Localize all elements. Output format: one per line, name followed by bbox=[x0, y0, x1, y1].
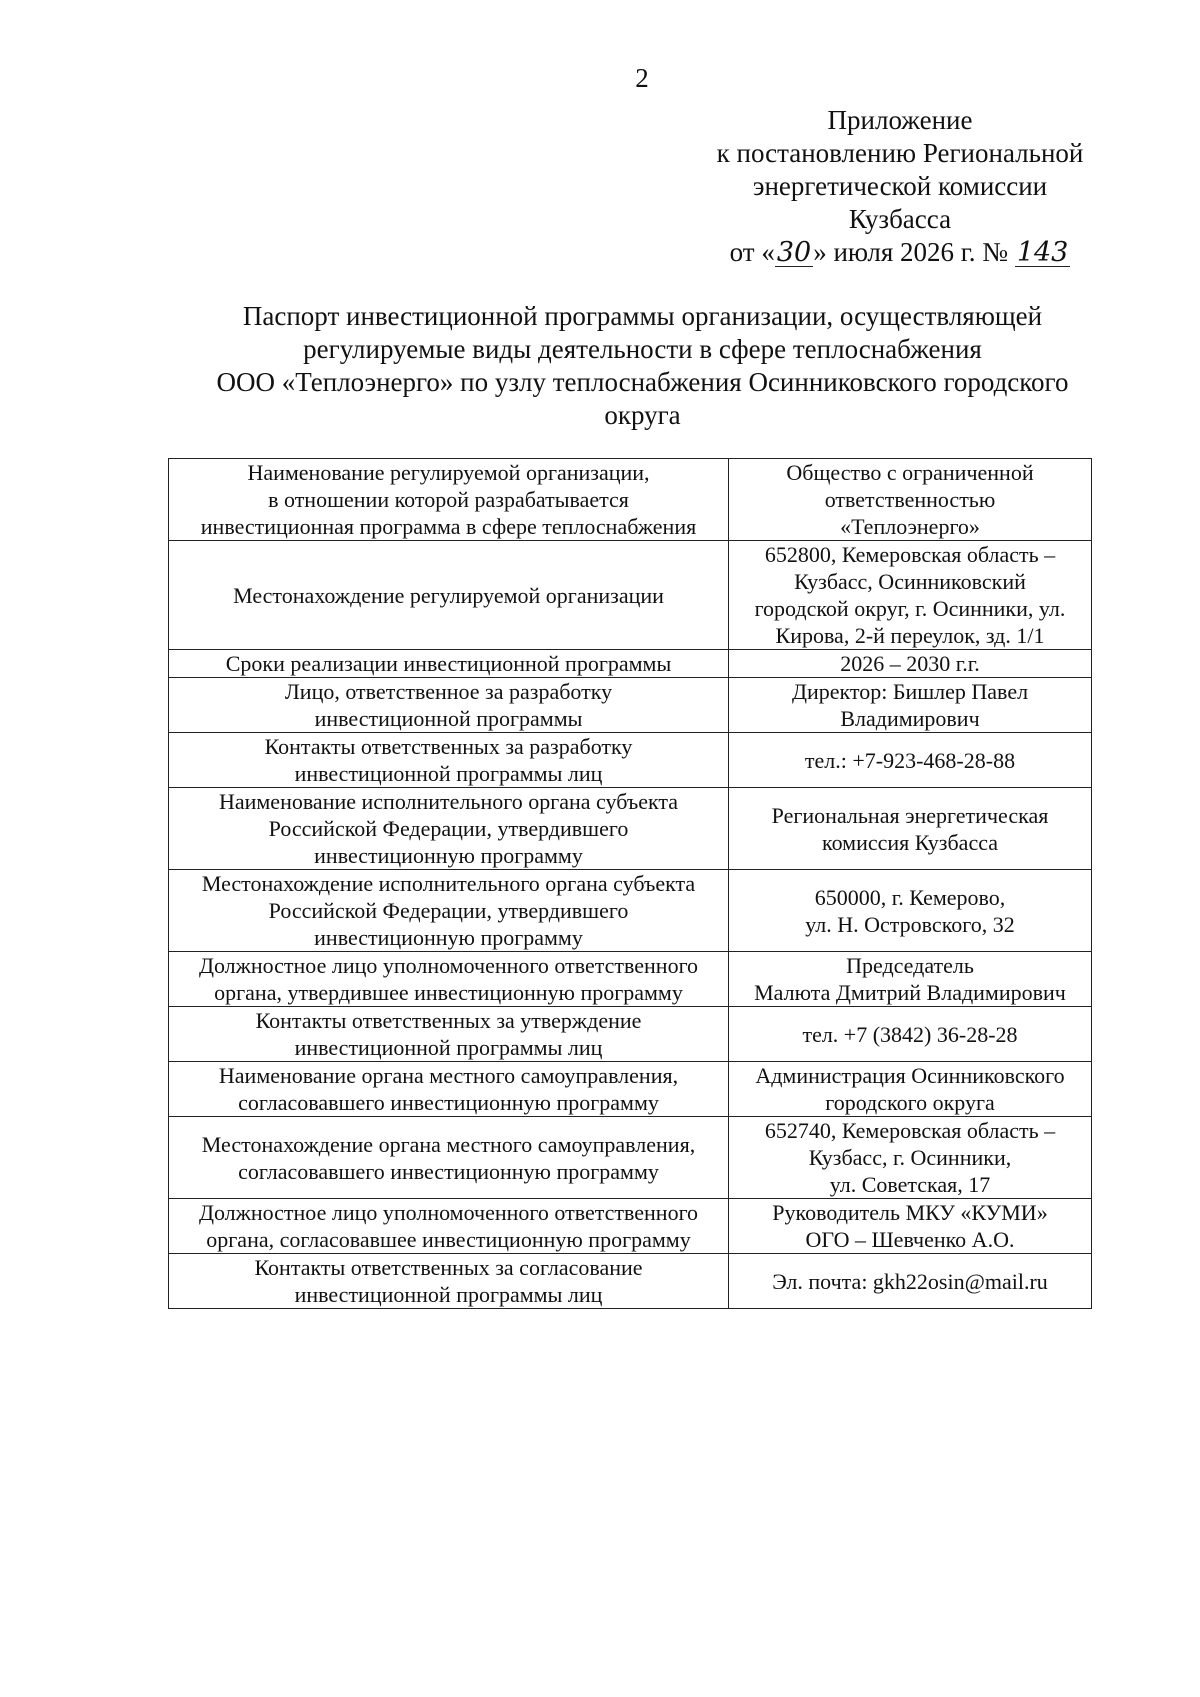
row-label: Местонахождение исполнительного органа субъекта Российской Федерации, утвердившего инвестиционную программу bbox=[169, 870, 729, 952]
page-number: 2 bbox=[635, 63, 649, 93]
row-label: Должностное лицо уполномоченного ответственного органа, утвердившее инвестиционную программу bbox=[169, 952, 729, 1007]
title-line: ООО «Теплоэнерго» по узлу теплоснабжения Осинниковского городского bbox=[216, 367, 1069, 397]
appendix-line: Кузбасса bbox=[848, 204, 952, 234]
row-value: Директор: Бишлер Павел Владимирович bbox=[729, 678, 1092, 733]
appendix-header bbox=[690, 104, 1110, 269]
table-row bbox=[169, 459, 1092, 541]
row-value: 652800, Кемеровская область – Кузбасс, Осинниковский городской округ, г. Осинники, ул. Кирова, 2-й переулок, зд. 1/1 bbox=[729, 541, 1092, 650]
row-label: Местонахождение регулируемой организации bbox=[169, 541, 729, 650]
row-label: Контакты ответственных за утверждение инвестиционной программы лиц bbox=[169, 1007, 729, 1062]
table-row bbox=[169, 1199, 1092, 1254]
table-row bbox=[169, 952, 1092, 1007]
row-value: Администрация Осинниковского городского округа bbox=[729, 1062, 1092, 1117]
document-title bbox=[180, 300, 1105, 432]
appendix-date-line bbox=[690, 236, 1110, 269]
table-row bbox=[169, 1254, 1092, 1309]
row-label: Должностное лицо уполномоченного ответственного органа, согласовавшее инвестиционную программу bbox=[169, 1199, 729, 1254]
table-row bbox=[169, 788, 1092, 870]
row-label: Местонахождение органа местного самоуправления, согласовавшего инвестиционную программу bbox=[169, 1117, 729, 1199]
row-value: Эл. почта: gkh22osin@mail.ru bbox=[729, 1254, 1092, 1309]
row-value: тел. +7 (3842) 36-28-28 bbox=[729, 1007, 1092, 1062]
table-row bbox=[169, 733, 1092, 788]
handwritten-doc-number: 143 bbox=[1016, 237, 1069, 268]
title-line: регулируемые виды деятельности в сфере теплоснабжения bbox=[303, 334, 982, 364]
title-line: Паспорт инвестиционной программы организации, осуществляющей bbox=[242, 301, 1043, 331]
row-label: Контакты ответственных за согласование инвестиционной программы лиц bbox=[169, 1254, 729, 1309]
appendix-line: к постановлению Региональной bbox=[716, 138, 1084, 168]
row-label: Наименование регулируемой организации, в отношении которой разрабатывается инвестиционная программа в сфере теплоснабжения bbox=[169, 459, 729, 541]
table-row bbox=[169, 1117, 1092, 1199]
title-line: округа bbox=[604, 400, 681, 430]
row-value: Общество с ограниченной ответственностью «Теплоэнерго» bbox=[729, 459, 1092, 541]
row-value: 2026 – 2030 г.г. bbox=[729, 650, 1092, 678]
row-value: тел.: +7-923-468-28-88 bbox=[729, 733, 1092, 788]
row-value: Председатель Малюта Дмитрий Владимирович bbox=[729, 952, 1092, 1007]
table-row bbox=[169, 1062, 1092, 1117]
row-label: Наименование исполнительного органа субъекта Российской Федерации, утвердившего инвестиционную программу bbox=[169, 788, 729, 870]
date-prefix: от « bbox=[729, 237, 775, 267]
appendix-line: энергетической комиссии bbox=[752, 171, 1048, 201]
row-value: Руководитель МКУ «КУМИ» ОГО – Шевченко А.О. bbox=[729, 1199, 1092, 1254]
table-row bbox=[169, 650, 1092, 678]
row-value: 652740, Кемеровская область – Кузбасс, г. Осинники, ул. Советская, 17 bbox=[729, 1117, 1092, 1199]
table-row bbox=[169, 870, 1092, 952]
row-value: Региональная энергетическая комиссия Кузбасса bbox=[729, 788, 1092, 870]
table-row bbox=[169, 541, 1092, 650]
passport-table bbox=[168, 458, 1092, 1309]
row-label: Сроки реализации инвестиционной программы bbox=[169, 650, 729, 678]
table-row bbox=[169, 678, 1092, 733]
row-label: Наименование органа местного самоуправления, согласовавшего инвестиционную программу bbox=[169, 1062, 729, 1117]
table-row bbox=[169, 1007, 1092, 1062]
row-value: 650000, г. Кемерово, ул. Н. Островского, 32 bbox=[729, 870, 1092, 952]
appendix-line: Приложение bbox=[827, 105, 973, 135]
date-middle: » июля 2026 г. № bbox=[813, 237, 1009, 267]
row-label: Лицо, ответственное за разработку инвестиционной программы bbox=[169, 678, 729, 733]
row-label: Контакты ответственных за разработку инвестиционной программы лиц bbox=[169, 733, 729, 788]
handwritten-day: 30 bbox=[776, 237, 812, 268]
